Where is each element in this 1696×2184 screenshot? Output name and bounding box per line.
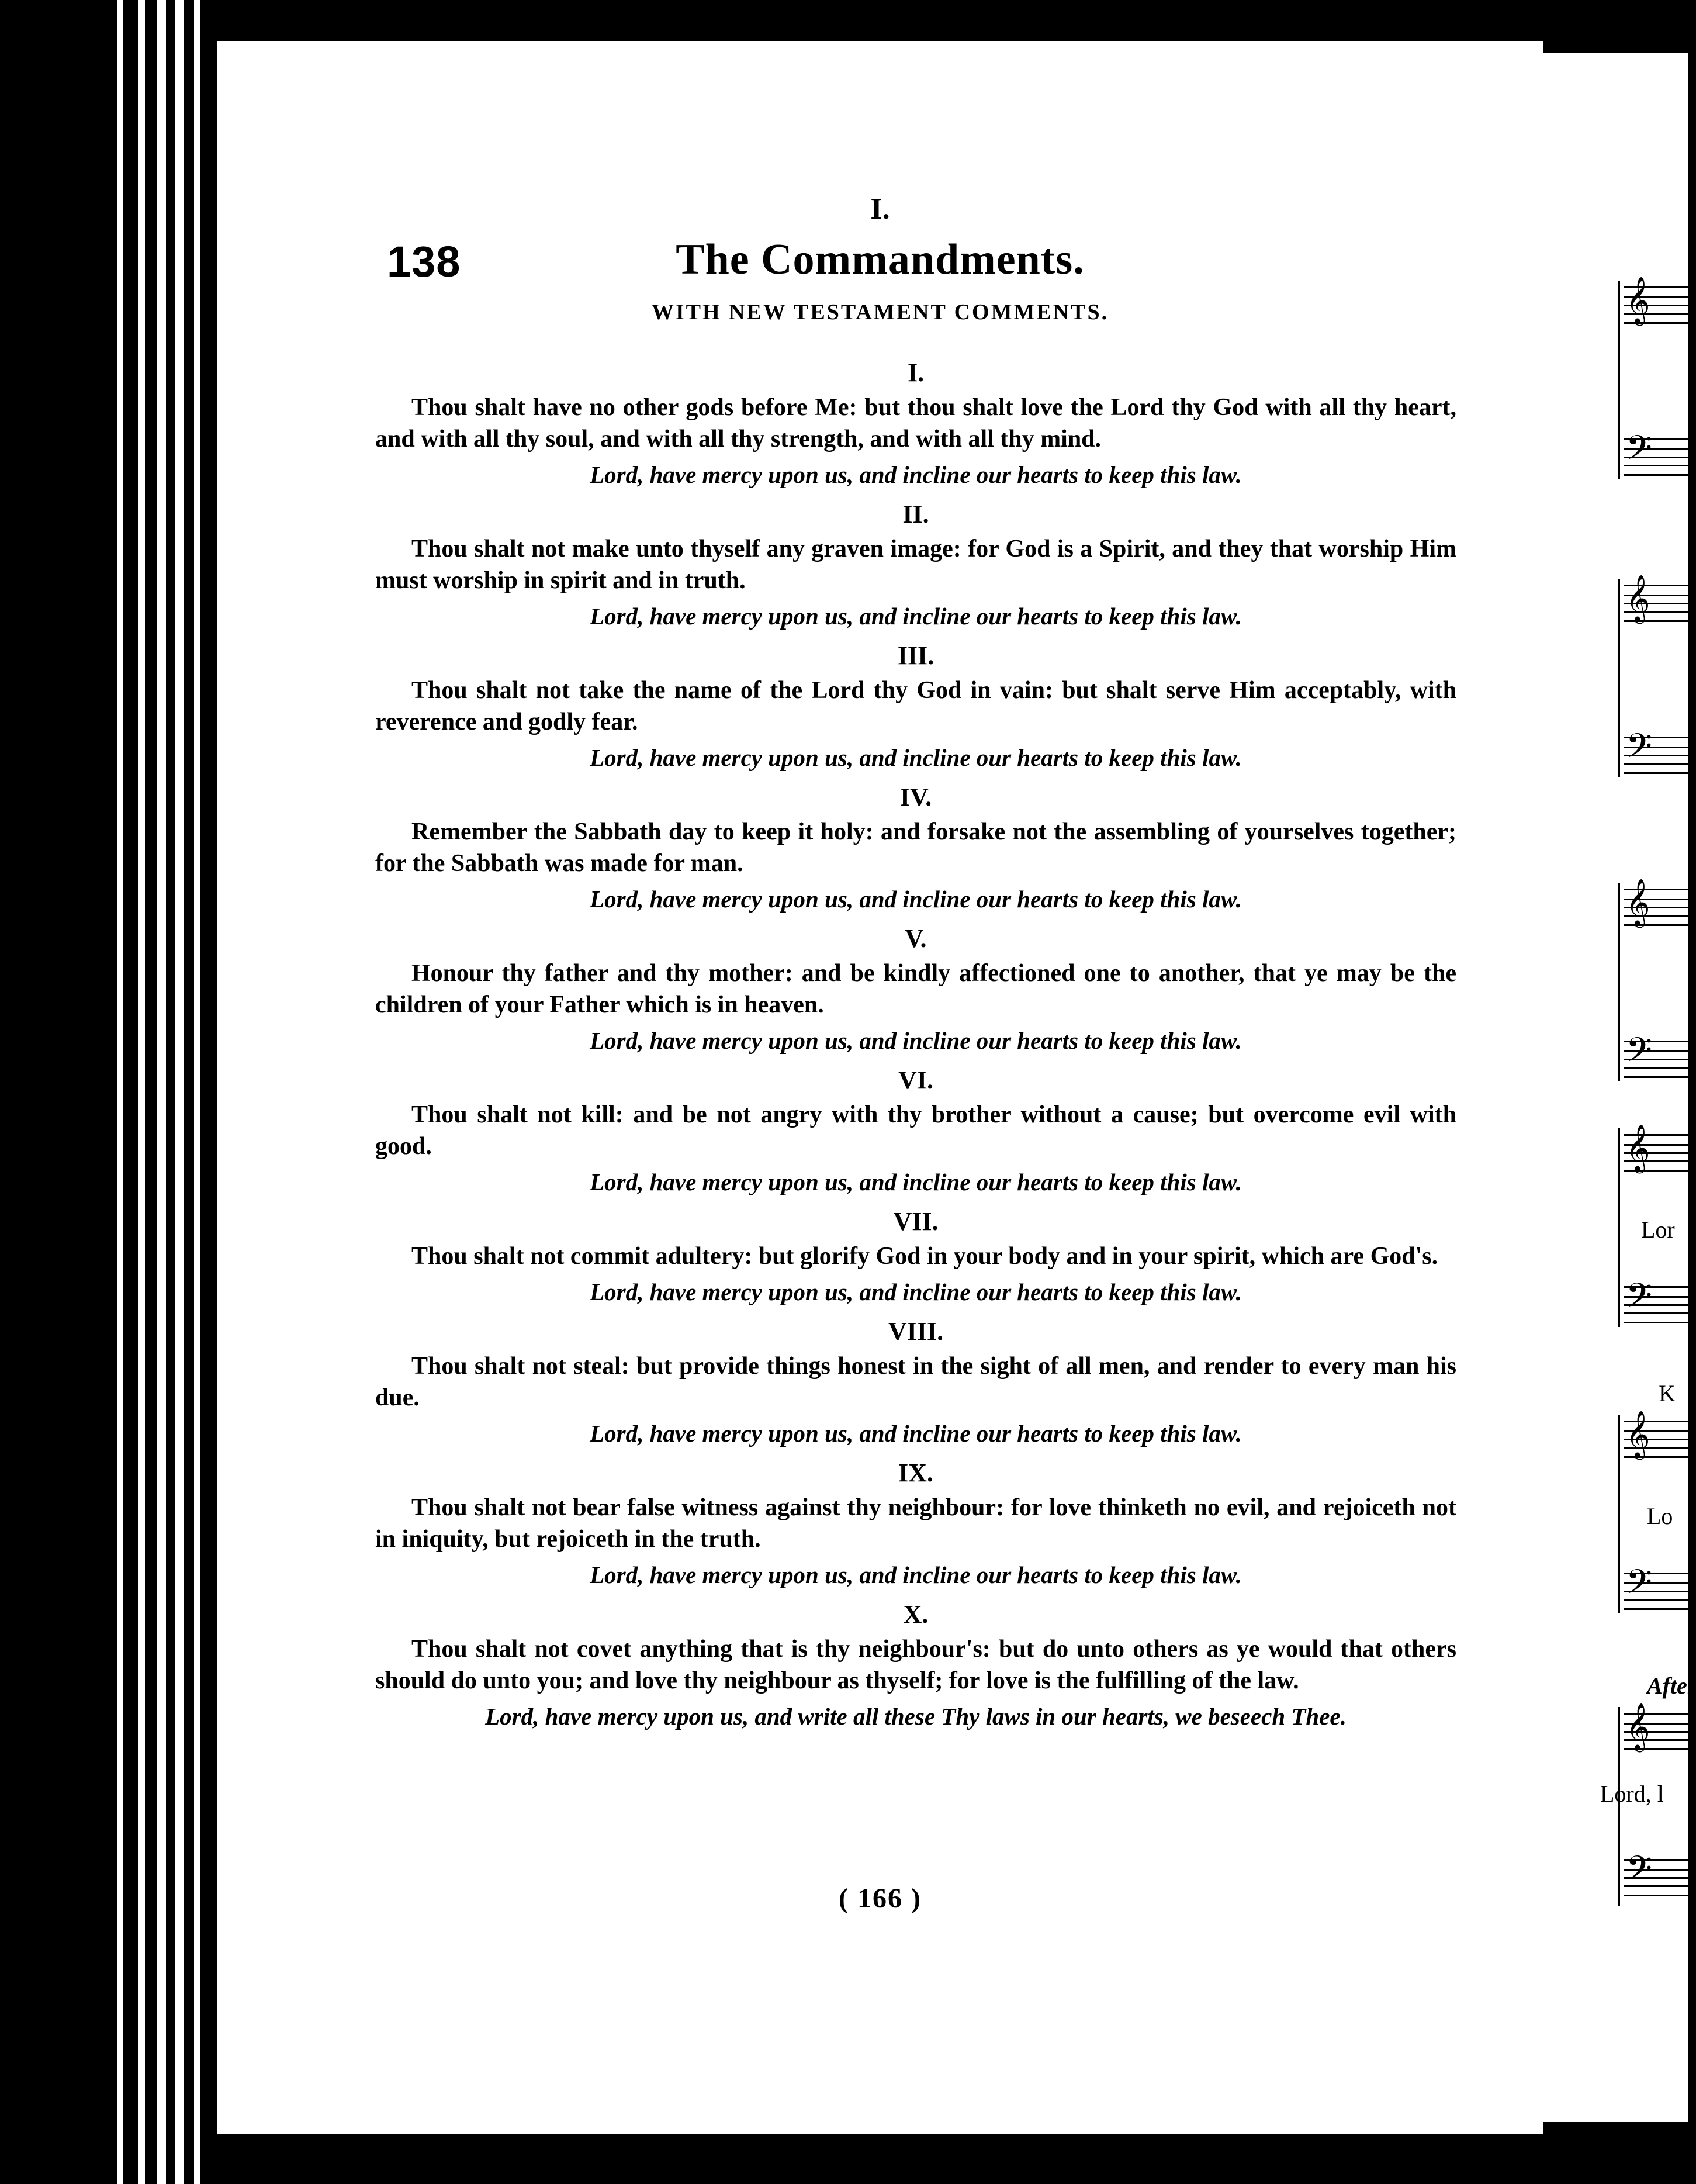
binding-edge <box>117 0 123 2184</box>
commandment-text: Thou shalt not steal: but provide things honest in the sight of all men, and render to every man his due. <box>375 1353 1456 1411</box>
commandment <box>375 922 1456 1057</box>
tune-name-fragment: K <box>1659 1380 1676 1407</box>
commandment-response: Lord, have mercy upon us, and incline our hearts to keep this law. <box>590 603 1242 630</box>
commandment-response: Lord, have mercy upon us, and incline our hearts to keep this law. <box>590 1169 1242 1195</box>
commandment-response: Lord, have mercy upon us, and incline our hearts to keep this law. <box>590 1561 1242 1588</box>
top-numeral: I. <box>870 192 890 226</box>
commandment-numeral: IX. <box>898 1459 933 1487</box>
commandment-text: Thou shalt not kill: and be not angry with thy brother without a cause; but overcome evil with good. <box>375 1101 1456 1160</box>
commandment <box>375 1315 1456 1450</box>
commandments-list <box>375 357 1456 1740</box>
lyric-fragment: Lor <box>1641 1217 1675 1243</box>
lyric-fragment: Lord, l <box>1600 1781 1664 1807</box>
commandment-text: Thou shalt not take the name of the Lord thy God in vain: but shalt serve Him acceptably, with reverence and godly fear. <box>375 677 1456 735</box>
bass-clef-icon: 𝄢 <box>1626 1848 1653 1896</box>
treble-clef-icon: 𝄞 <box>1626 1410 1650 1458</box>
commandment <box>375 357 1456 491</box>
commandment-text: Honour thy father and thy mother: and be kindly affectioned one to another, that ye may be the children of your Father which is in heaven. <box>375 960 1456 1018</box>
commandment-text: Remember the Sabbath day to keep it holy: and forsake not the assembling of yourselves together; for the Sabbath was made for man. <box>375 818 1456 877</box>
commandment-numeral: I. <box>907 358 925 387</box>
hymn-number: 138 <box>387 237 461 286</box>
bass-clef-icon: 𝄢 <box>1626 1562 1653 1610</box>
bass-clef-icon: 𝄢 <box>1626 428 1653 476</box>
commandment-numeral: IV. <box>899 783 932 811</box>
treble-clef-icon: 𝄞 <box>1626 878 1650 926</box>
commandment-text: Thou shalt not bear false witness against thy neighbour: for love thinketh no evil, and rejoiceth not in iniquity, but rejoiceth in the truth. <box>375 1494 1456 1553</box>
heading-fragment: After <box>1647 1672 1696 1699</box>
binding-edge <box>194 0 200 2184</box>
commandment-response: Lord, have mercy upon us, and incline our hearts to keep this law. <box>590 886 1242 913</box>
commandment-response: Lord, have mercy upon us, and incline our hearts to keep this law. <box>590 744 1242 771</box>
commandment-text: Thou shalt have no other gods before Me: but thou shalt love the Lord thy God with all thy heart, and with all thy soul, and with all thy strength, and with all thy mind. <box>375 394 1456 452</box>
treble-clef-icon: 𝄞 <box>1626 574 1650 622</box>
page-number: ( 166 ) <box>839 1883 922 1914</box>
commandment <box>375 1205 1456 1308</box>
commandment-numeral: III. <box>897 641 934 670</box>
facing-page <box>1536 53 1696 2122</box>
commandment-response: Lord, have mercy upon us, and incline our hearts to keep this law. <box>590 1420 1242 1447</box>
commandment-response: Lord, have mercy upon us, and write all these Thy laws in our hearts, we beseech Thee. <box>485 1703 1347 1730</box>
binding-edge <box>175 0 184 2184</box>
commandment-response: Lord, have mercy upon us, and incline our hearts to keep this law. <box>590 1027 1242 1054</box>
commandment <box>375 1457 1456 1591</box>
book-page <box>217 41 1543 2134</box>
page-subtitle: WITH NEW TESTAMENT COMMENTS. <box>651 300 1109 324</box>
commandment-numeral: VII. <box>893 1207 939 1236</box>
bass-clef-icon: 𝄢 <box>1626 1030 1653 1078</box>
commandment-numeral: VIII. <box>888 1317 944 1346</box>
commandment-numeral: II. <box>902 500 929 528</box>
binding-edge <box>157 0 166 2184</box>
lyric-fragment: Lo <box>1647 1503 1673 1529</box>
commandment <box>375 1064 1456 1198</box>
treble-clef-icon: 𝄞 <box>1626 276 1650 324</box>
commandment <box>375 781 1456 915</box>
commandment <box>375 498 1456 633</box>
commandment-response: Lord, have mercy upon us, and incline our hearts to keep this law. <box>590 1278 1242 1305</box>
commandment-text: Thou shalt not commit adultery: but glorify God in your body and in your spirit, which are God's. <box>411 1243 1438 1270</box>
commandment-response: Lord, have mercy upon us, and incline our hearts to keep this law. <box>590 461 1242 488</box>
commandment <box>375 1598 1456 1733</box>
commandment-text: Thou shalt not make unto thyself any graven image: for God is a Spirit, and they that worship Him must worship in spirit and in truth. <box>375 535 1456 594</box>
commandment-numeral: VI. <box>898 1066 933 1094</box>
bass-clef-icon: 𝄢 <box>1626 726 1653 774</box>
page-title: The Commandments. <box>676 236 1085 284</box>
bass-clef-icon: 𝄢 <box>1626 1276 1653 1323</box>
commandment <box>375 640 1456 774</box>
binding-edge <box>138 0 145 2184</box>
commandment-numeral: X. <box>903 1600 929 1629</box>
treble-clef-icon: 𝄞 <box>1626 1702 1650 1750</box>
treble-clef-icon: 𝄞 <box>1626 1124 1650 1172</box>
commandment-text: Thou shalt not covet anything that is thy neighbour's: but do unto others as ye would that others should do unto you; and love thy neighbour as thyself; for love is the fulfilling of the law. <box>375 1636 1456 1694</box>
commandment-numeral: V. <box>905 924 927 953</box>
